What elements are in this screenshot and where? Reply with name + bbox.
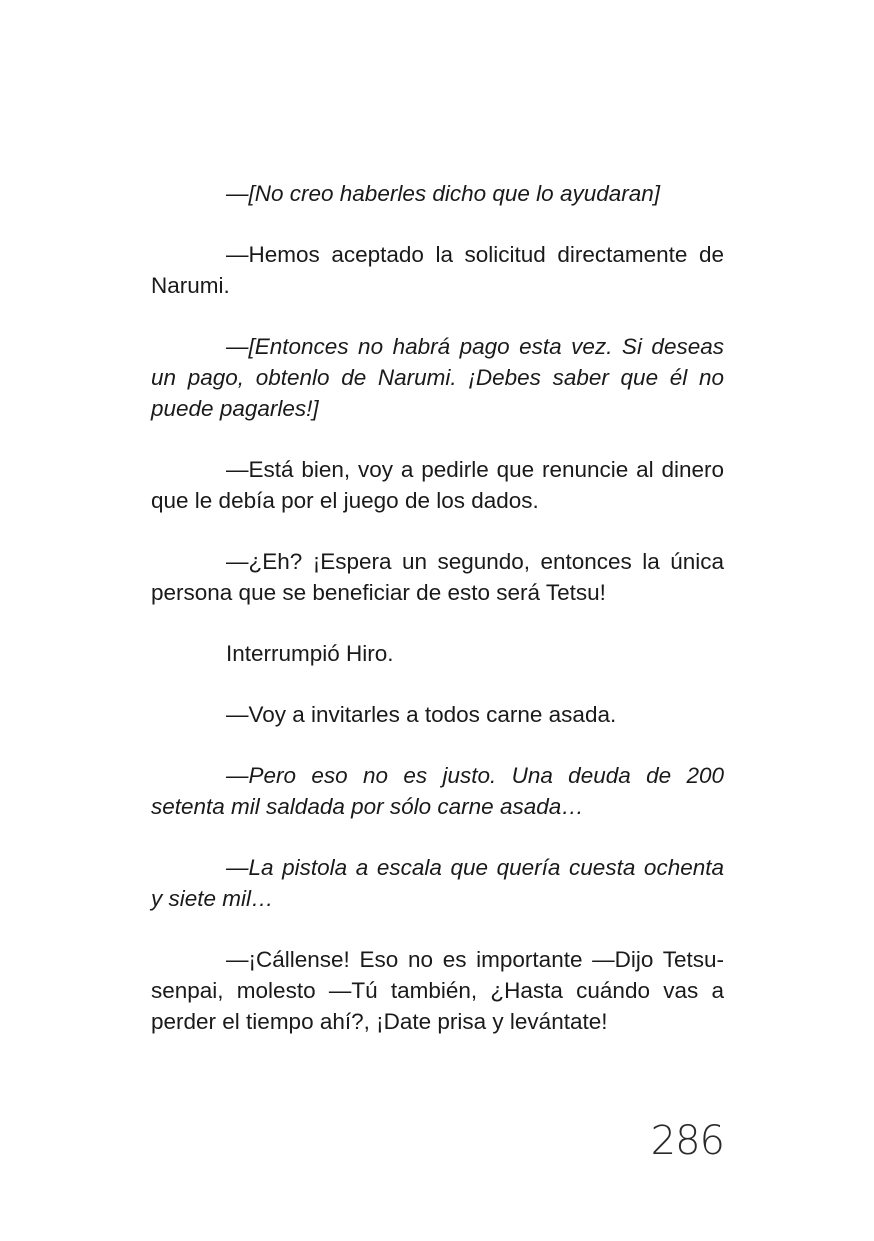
page-body xyxy=(151,178,724,1067)
paragraph-8: —Pero eso no es justo. Una deuda de 200 setenta mil saldada por sólo carne asada… xyxy=(151,763,724,819)
paragraph-5: —¿Eh? ¡Espera un segundo, entonces la única persona que se beneficiar de esto será Tetsu! xyxy=(151,549,724,605)
paragraph-7: —Voy a invitarles a todos carne asada. xyxy=(226,702,617,727)
paragraph-10: —¡Cállense! Eso no es importante —Dijo Tetsu-senpai, molesto —Tú también, ¿Hasta cuándo vas a perder el tiempo ahí?, ¡Date prisa y levántate! xyxy=(151,947,724,1034)
paragraph-6: Interrumpió Hiro. xyxy=(226,641,394,666)
paragraph-1: —[No creo haberles dicho que lo ayudaran] xyxy=(226,181,661,206)
paragraph-4: —Está bien, voy a pedirle que renuncie al dinero que le debía por el juego de los dados. xyxy=(151,457,724,513)
paragraph-3: —[Entonces no habrá pago esta vez. Si deseas un pago, obtenlo de Narumi. ¡Debes saber que él no puede pagarles!] xyxy=(151,334,724,421)
paragraph-9: —La pistola a escala que quería cuesta ochenta y siete mil… xyxy=(151,855,724,911)
paragraph-2: —Hemos aceptado la solicitud directamente de Narumi. xyxy=(151,242,724,298)
page-number: 286 xyxy=(650,1118,724,1164)
